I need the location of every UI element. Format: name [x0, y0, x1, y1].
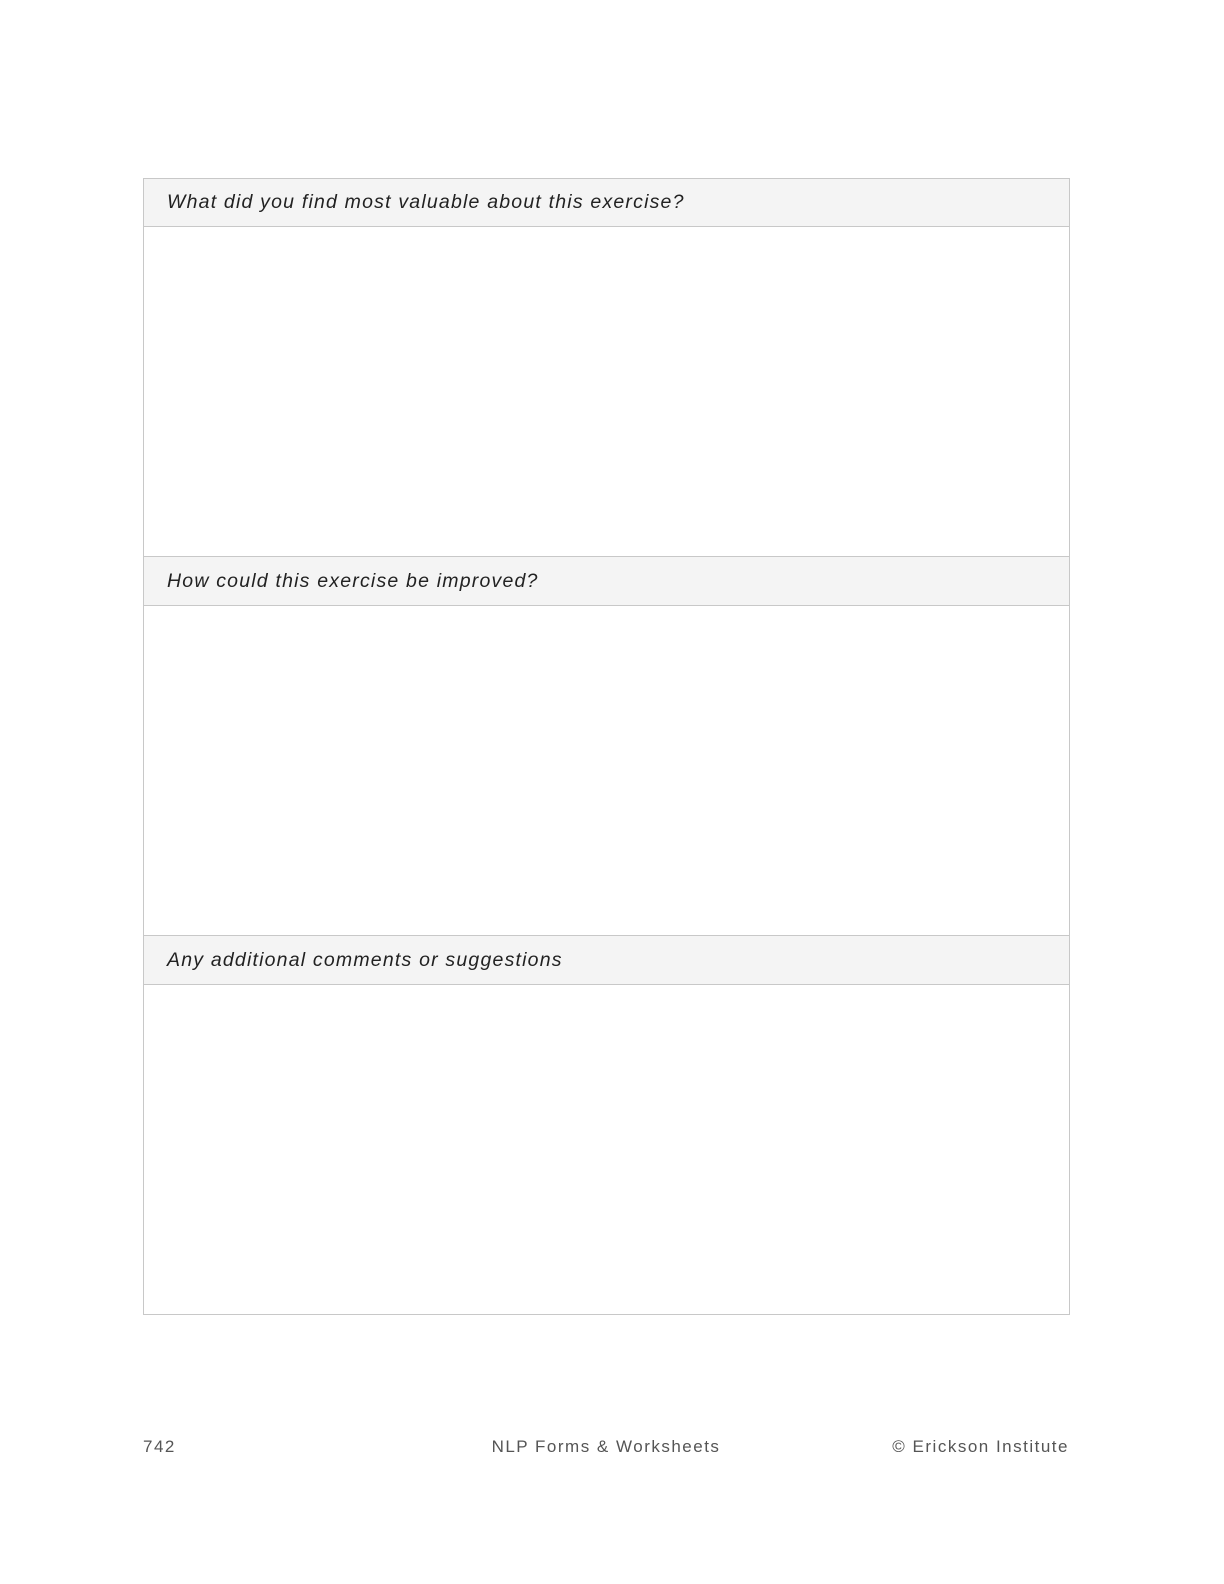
question-label: How could this exercise be improved? [167, 569, 539, 592]
answer-area-valuable[interactable] [144, 227, 1069, 557]
feedback-form [143, 178, 1070, 1315]
footer-copyright: © Erickson Institute [892, 1437, 1069, 1456]
answer-area-improved[interactable] [144, 606, 1069, 936]
question-label: Any additional comments or suggestions [167, 948, 563, 971]
question-header-valuable [144, 179, 1069, 227]
page-number: 742 [143, 1437, 176, 1456]
question-label: What did you find most valuable about this exercise? [167, 191, 685, 213]
question-header-comments [144, 936, 1069, 985]
question-header-improved [144, 557, 1069, 606]
footer-title: NLP Forms & Worksheets [491, 1437, 721, 1456]
answer-area-comments[interactable] [144, 985, 1069, 1315]
